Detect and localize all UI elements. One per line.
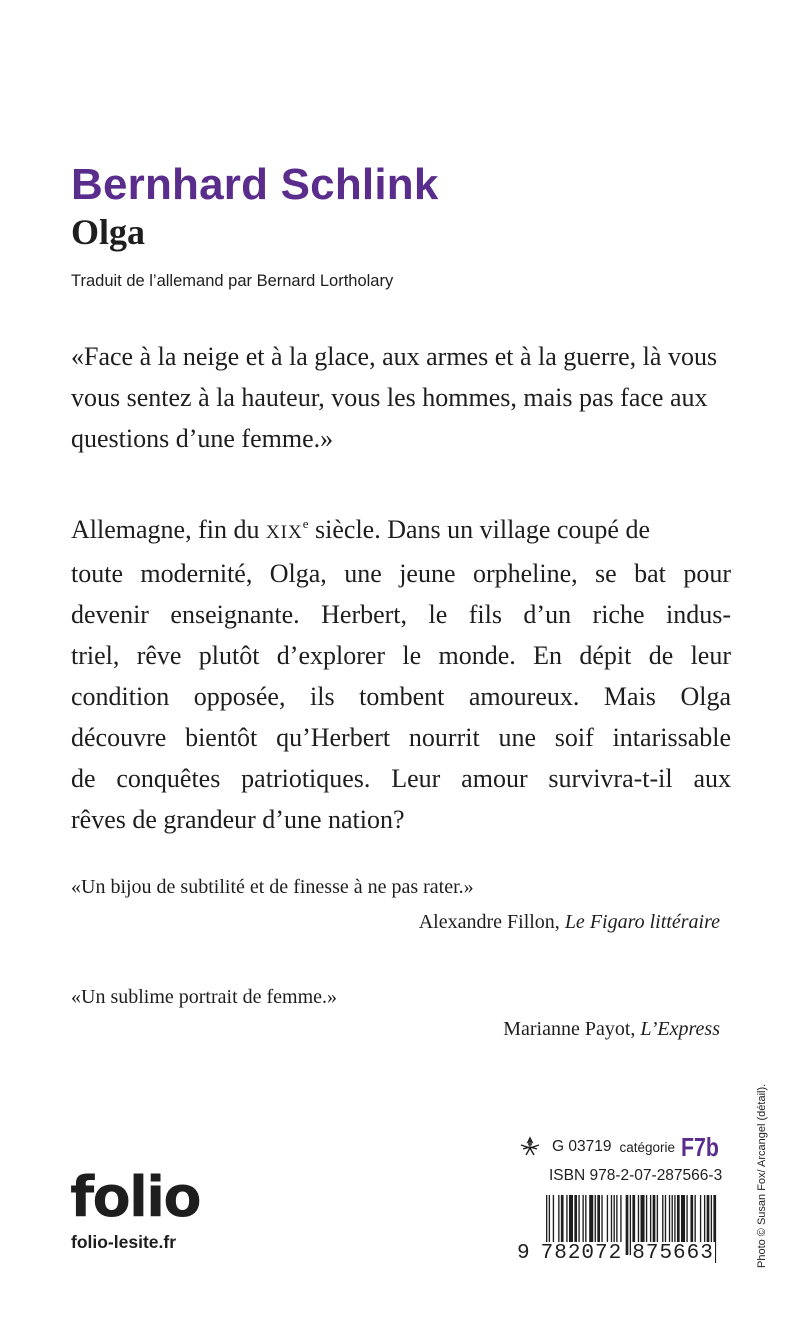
publisher-website: folio-lesite.fr — [71, 1232, 177, 1252]
review-source: Alexandre Fillon, Le Figaro littéraire — [418, 911, 720, 933]
photo-credit: Photo © Susan Fox/ Arcangel (détail). — [756, 1083, 768, 1268]
blurb-line: découvre bientôt qu’Herbert nourrit une soif intarissable — [71, 723, 731, 752]
epigraph-quote: «Face à la neige et à la glace, aux armes et à la guerre, là vous vous sentez à la hauteur, vous les hommes, mais pas face aux questions d’une femme.» — [71, 342, 718, 453]
barcode-group-left: 782072 — [540, 1241, 623, 1265]
review-quote: «Un sublime portrait de femme.» — [71, 986, 338, 1008]
translator-credit: Traduit de l’allemand par Bernard Lortholary — [71, 272, 394, 290]
blurb-line: condition opposée, ils tombent amoureux. Mais Olga — [71, 682, 731, 711]
blurb-line: rêves de grandeur d’une nation? — [71, 805, 405, 834]
blurb-line: de conquêtes patriotiques. Leur amour survivra-t-il aux — [71, 764, 731, 793]
catalog-code: G 03719 — [552, 1138, 612, 1155]
review-publication: Le Figaro littéraire — [564, 911, 720, 933]
blurb-line: Allemagne, fin du XIXe siècle. Dans un village coupé de — [71, 515, 651, 544]
catalog-line — [518, 1133, 727, 1161]
barcode-digits — [517, 1238, 727, 1268]
review-publication: L’Express — [640, 1018, 720, 1040]
blurb-line: triel, rêve plutôt d’explorer le monde. En dépit de leur — [71, 641, 731, 670]
blurb-line: devenir enseignante. Herbert, le fils d’un riche indus- — [71, 600, 731, 629]
barcode-first-digit: 9 — [517, 1241, 530, 1265]
century-numeral: XIX — [265, 522, 303, 543]
blurb-line: toute modernité, Olga, une jeune orpheline, se bat pour — [71, 559, 731, 588]
blurb-paragraph — [71, 503, 731, 840]
folio-logo: folio — [70, 1165, 200, 1230]
barcode-group-right: 875663 — [632, 1241, 714, 1265]
price-category: F7b — [681, 1131, 719, 1162]
author-name: Bernhard Schlink — [71, 160, 439, 209]
gallimard-emblem-icon — [518, 1135, 542, 1159]
book-title: Olga — [71, 212, 146, 252]
isbn-number: ISBN 978-2-07-287566-3 — [549, 1167, 723, 1184]
century-superscript: e — [302, 516, 309, 531]
category-label: catégorie — [619, 1139, 676, 1155]
review-quote: «Un bijou de subtilité et de finesse à ne pas rater.» — [71, 876, 474, 898]
review-source: Marianne Payot, L’Express — [503, 1018, 720, 1040]
